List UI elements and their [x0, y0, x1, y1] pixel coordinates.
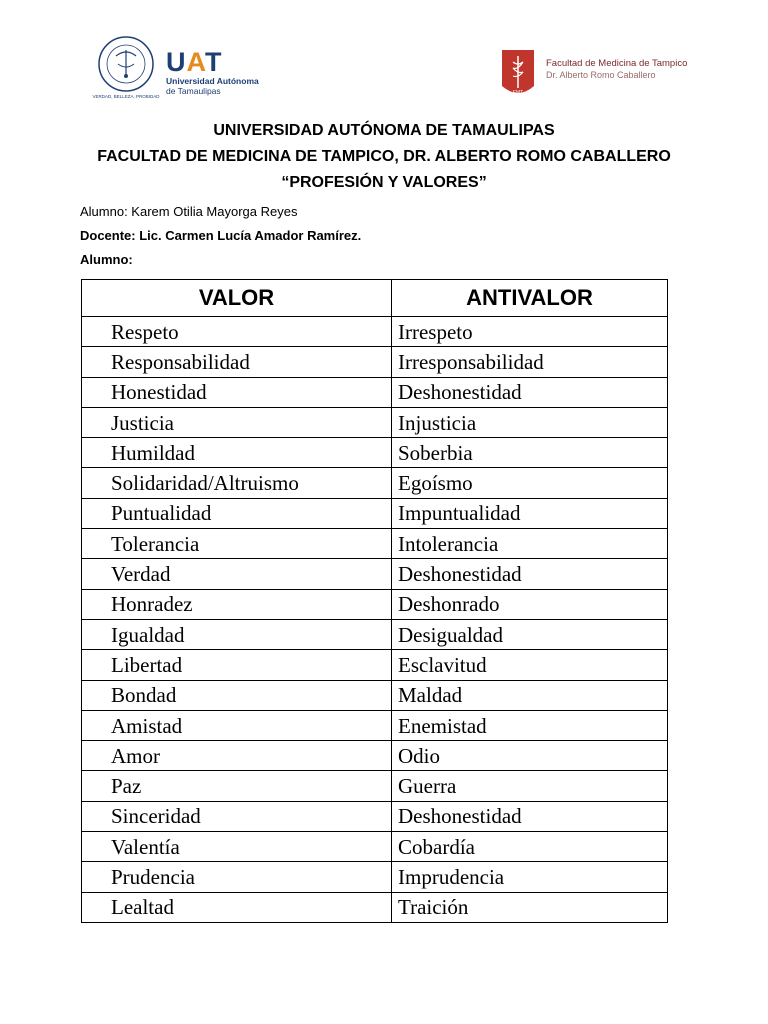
university-seal-icon	[92, 34, 160, 100]
valor-cell: Paz	[82, 771, 392, 801]
antivalor-cell: Cobardía	[392, 832, 668, 862]
faculty-title: FACULTAD DE MEDICINA DE TAMPICO, DR. ALBERTO ROMO CABALLERO	[97, 148, 671, 165]
table-row	[82, 862, 668, 892]
header-logos	[0, 0, 768, 110]
antivalor-cell: Deshonestidad	[392, 377, 668, 407]
valor-cell: Humildad	[82, 438, 392, 468]
table-row	[82, 619, 668, 649]
antivalor-cell: Odio	[392, 741, 668, 771]
table-row	[82, 317, 668, 347]
fmt-shield-text: FMT	[512, 90, 524, 96]
values-table	[81, 279, 668, 923]
table-row	[82, 650, 668, 680]
valor-cell: Honestidad	[82, 377, 392, 407]
faculty-logo-line2: Dr. Alberto Romo Caballero	[546, 70, 656, 80]
antivalor-cell: Imprudencia	[392, 862, 668, 892]
table-row	[82, 771, 668, 801]
header-antivalor: ANTIVALOR	[392, 280, 668, 317]
antivalor-cell: Impuntualidad	[392, 498, 668, 528]
valor-cell: Lealtad	[82, 892, 392, 922]
document-titles	[0, 118, 768, 196]
valor-cell: Sinceridad	[82, 801, 392, 831]
uat-logo-text: UAT	[166, 47, 223, 77]
valor-cell: Verdad	[82, 559, 392, 589]
valor-cell: Amistad	[82, 710, 392, 740]
table-row	[82, 710, 668, 740]
uat-logo	[166, 48, 266, 96]
faculty-shield-icon	[500, 48, 536, 100]
table-row	[82, 347, 668, 377]
table-body	[82, 317, 668, 923]
antivalor-cell: Soberbia	[392, 438, 668, 468]
antivalor-cell: Intolerancia	[392, 529, 668, 559]
antivalor-cell: Maldad	[392, 680, 668, 710]
table-row	[82, 832, 668, 862]
table-row	[82, 559, 668, 589]
table-header-row	[82, 280, 668, 317]
table-row	[82, 680, 668, 710]
seal-motto: VERDAD, BELLEZA, PROBIDAD	[92, 94, 160, 99]
antivalor-cell: Traición	[392, 892, 668, 922]
valor-cell: Responsabilidad	[82, 347, 392, 377]
assignment-title: “PROFESIÓN Y VALORES”	[281, 174, 487, 191]
table-row	[82, 377, 668, 407]
antivalor-cell: Deshonestidad	[392, 559, 668, 589]
uat-name-line2: de Tamaulipas	[166, 86, 221, 96]
teacher-name: Docente: Lic. Carmen Lucía Amador Ramírez.	[80, 228, 362, 243]
valor-cell: Justicia	[82, 407, 392, 437]
antivalor-cell: Guerra	[392, 771, 668, 801]
valor-cell: Puntualidad	[82, 498, 392, 528]
header-valor: VALOR	[82, 280, 392, 317]
antivalor-cell: Irresponsabilidad	[392, 347, 668, 377]
antivalor-cell: Esclavitud	[392, 650, 668, 680]
table-row	[82, 498, 668, 528]
student-label: Alumno:	[80, 252, 133, 267]
valor-cell: Tolerancia	[82, 529, 392, 559]
valor-cell: Igualdad	[82, 619, 392, 649]
faculty-logo-line1: Facultad de Medicina de Tampico	[546, 58, 688, 69]
valor-cell: Libertad	[82, 650, 392, 680]
student-name: Alumno: Karem Otilia Mayorga Reyes	[80, 204, 298, 219]
table-row	[82, 801, 668, 831]
antivalor-cell: Deshonrado	[392, 589, 668, 619]
table-row	[82, 468, 668, 498]
valor-cell: Amor	[82, 741, 392, 771]
table-row	[82, 529, 668, 559]
antivalor-cell: Desigualdad	[392, 619, 668, 649]
university-title: UNIVERSIDAD AUTÓNOMA DE TAMAULIPAS	[213, 122, 555, 139]
table-row	[82, 892, 668, 922]
table-row	[82, 741, 668, 771]
valor-cell: Respeto	[82, 317, 392, 347]
antivalor-cell: Egoísmo	[392, 468, 668, 498]
antivalor-cell: Injusticia	[392, 407, 668, 437]
valor-cell: Solidaridad/Altruismo	[82, 468, 392, 498]
valor-cell: Prudencia	[82, 862, 392, 892]
antivalor-cell: Enemistad	[392, 710, 668, 740]
antivalor-cell: Deshonestidad	[392, 801, 668, 831]
document-meta	[80, 200, 361, 272]
table-row	[82, 589, 668, 619]
antivalor-cell: Irrespeto	[392, 317, 668, 347]
valor-cell: Valentía	[82, 832, 392, 862]
valor-cell: Honradez	[82, 589, 392, 619]
table-row	[82, 407, 668, 437]
table-row	[82, 438, 668, 468]
uat-name-line1: Universidad Autónoma	[166, 76, 259, 86]
valor-cell: Bondad	[82, 680, 392, 710]
